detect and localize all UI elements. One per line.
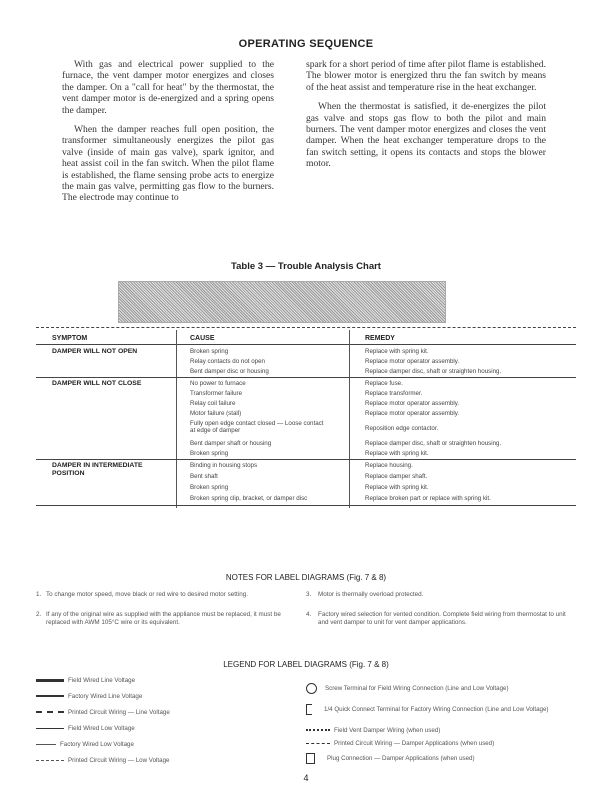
table-header-rule [36, 344, 576, 345]
legend-title: LEGEND FOR LABEL DIAGRAMS (Fig. 7 & 8) [223, 660, 389, 669]
legend-item [36, 709, 170, 717]
cause-cell: Transformer failure [190, 390, 243, 397]
legend-label: Screw Terminal for Field Wiring Connection (Line and Low Voltage) [325, 685, 509, 693]
note-text: Motor is thermally overload protected. [318, 591, 424, 598]
remedy-cell: Replace transformer. [365, 390, 423, 397]
paragraph: With gas and electrical power supplied to the furnace, the vent damper motor energizes and closes the damper. On a "call for heat" by the thermostat, the vent damper motor is de-energized and a spring opens the damper. [62, 59, 274, 116]
legend-item [36, 725, 135, 733]
screw-terminal-icon [306, 683, 317, 694]
notes-title: NOTES FOR LABEL DIAGRAMS (Fig. 7 & 8) [225, 573, 387, 582]
line-symbol [36, 760, 64, 761]
remedy-cell: Replace broken part or replace with spring kit. [365, 495, 491, 502]
legend-label: Factory Wired Low Voltage [60, 741, 134, 748]
note-number: 2. [36, 611, 42, 618]
remedy-cell: Replace housing. [365, 462, 413, 469]
cause-cell: No power to furnace [190, 380, 246, 387]
note-number: 1. [36, 591, 42, 598]
legend-item [36, 677, 135, 685]
legend-item [306, 727, 440, 735]
line-symbol [36, 744, 56, 745]
paragraph: When the thermostat is satisfied, it de-energizes the pilot gas valve and stops gas flow to both the pilot and main burners. The vent damper motor energizes and closes the vent damper. When the heat exchanger temperature drops to the fan switch setting, it opens its contacts and stops the blower motor. [306, 101, 546, 170]
plug-connection-icon [306, 753, 315, 764]
legend-label: Printed Circuit Wiring — Low Voltage [68, 757, 170, 764]
note-number: 3. [306, 591, 312, 598]
cause-cell: Binding in housing stops [190, 462, 258, 469]
paragraph: When the damper reaches full open position, the transformer simultaneously energizes the pilot gas valve (inside of main gas valve), spark ignitor, and heat assist coil in the fan switch. When the pilot flame is established, the flame sensing probe acts to energize the main gas valve, permitting gas flow to the burners. The electrode may continue to [62, 124, 274, 204]
note-text: Factory wired selection for vented condition. Complete field wiring from thermostat to unit and vent damper to unit for vent damper applications. [318, 611, 566, 626]
remedy-cell: Reposition edge contactor. [365, 425, 439, 432]
page-number: 4 [303, 773, 309, 783]
remedy-cell: Replace motor operator assembly. [365, 400, 460, 407]
text-column-right [306, 59, 546, 178]
remedy-cell: Replace damper disc, shaft or straighten housing. [365, 368, 502, 375]
legend-label: Field Wired Low Voltage [68, 725, 135, 732]
table-col-divider [176, 330, 177, 508]
line-symbol [36, 695, 64, 697]
cause-cell: Broken spring [190, 348, 229, 355]
note-text: To change motor speed, move black or red wire to desired motor setting. [46, 591, 248, 598]
remedy-cell: Replace damper shaft. [365, 473, 428, 480]
cause-cell: Broken spring clip, bracket, or damper disc [190, 495, 308, 502]
table-heading-band [118, 281, 446, 323]
table-group-rule [36, 377, 576, 378]
cause-cell: Motor failure (stall) [190, 410, 242, 417]
remedy-cell: Replace with spring kit. [365, 348, 429, 355]
cause-cell: Fully open edge contact closed — Loose contact at edge of damper [190, 420, 324, 434]
line-symbol [36, 711, 64, 713]
legend-item [306, 704, 556, 715]
line-symbol [36, 679, 64, 682]
paragraph: spark for a short period of time after pilot flame is established. The blower motor is energized thru the fan switch by means of the heat assist and temperature rise in the heat exchanger. [306, 59, 546, 93]
table-top-rule [36, 327, 576, 328]
table-header-symptom: SYMPTOM [52, 335, 88, 342]
line-symbol [36, 728, 64, 729]
remedy-cell: Replace with spring kit. [365, 450, 429, 457]
symptom-cell: DAMPER WILL NOT CLOSE [52, 380, 142, 387]
legend-label: Field Wired Line Voltage [68, 677, 136, 684]
legend-item [36, 757, 169, 765]
section-title: OPERATING SEQUENCE [238, 38, 374, 50]
legend-label: Factory Wired Line Voltage [68, 693, 143, 700]
line-symbol [306, 729, 330, 731]
legend-label: Printed Circuit Wiring — Line Voltage [68, 709, 170, 716]
table-header-cause: CAUSE [190, 335, 215, 342]
cause-cell: Bent damper shaft or housing [190, 440, 272, 447]
cause-cell: Relay coil failure [190, 400, 236, 407]
cause-cell: Bent shaft [190, 473, 218, 480]
symptom-cell: DAMPER WILL NOT OPEN [52, 348, 138, 355]
legend-label: 1/4 Quick Connect Terminal for Factory Wiring Connection (Line and Low Voltage) [324, 706, 549, 714]
remedy-cell: Replace fuse. [365, 380, 403, 387]
table-bottom-rule [36, 505, 576, 506]
remedy-cell: Replace with spring kit. [365, 484, 429, 491]
legend-label: Plug Connection — Damper Applications (when used) [327, 755, 475, 763]
legend-item [306, 683, 556, 694]
line-symbol [306, 743, 330, 744]
table-header-remedy: REMEDY [365, 335, 395, 342]
quick-connect-icon [306, 704, 312, 715]
cause-cell: Broken spring [190, 450, 229, 457]
cause-cell: Broken spring [190, 484, 229, 491]
table-group-rule [36, 459, 576, 460]
cause-cell: Bent damper disc or housing [190, 368, 269, 375]
cause-cell: Relay contacts do not open [190, 358, 265, 365]
note-number: 4. [306, 611, 312, 618]
remedy-cell: Replace motor operator assembly. [365, 358, 460, 365]
legend-label: Printed Circuit Wiring — Damper Applications (when used) [334, 740, 495, 747]
legend-item [306, 740, 494, 748]
symptom-cell: DAMPER IN INTERMEDIATE POSITION [52, 462, 143, 477]
text-column-left [62, 59, 274, 212]
table-title: Table 3 — Trouble Analysis Chart [231, 261, 381, 272]
note-text: If any of the original wire as supplied with the appliance must be replaced, it must be replaced with AWM 105°C wire or its equivalent. [46, 611, 281, 626]
legend-label: Field Vent Damper Wiring (when used) [334, 727, 441, 734]
legend-item [306, 753, 475, 764]
legend-item [36, 693, 142, 701]
remedy-cell: Replace motor operator assembly. [365, 410, 460, 417]
table-col-divider [349, 330, 350, 508]
remedy-cell: Replace damper disc, shaft or straighten housing. [365, 440, 502, 447]
legend-item [36, 741, 134, 749]
